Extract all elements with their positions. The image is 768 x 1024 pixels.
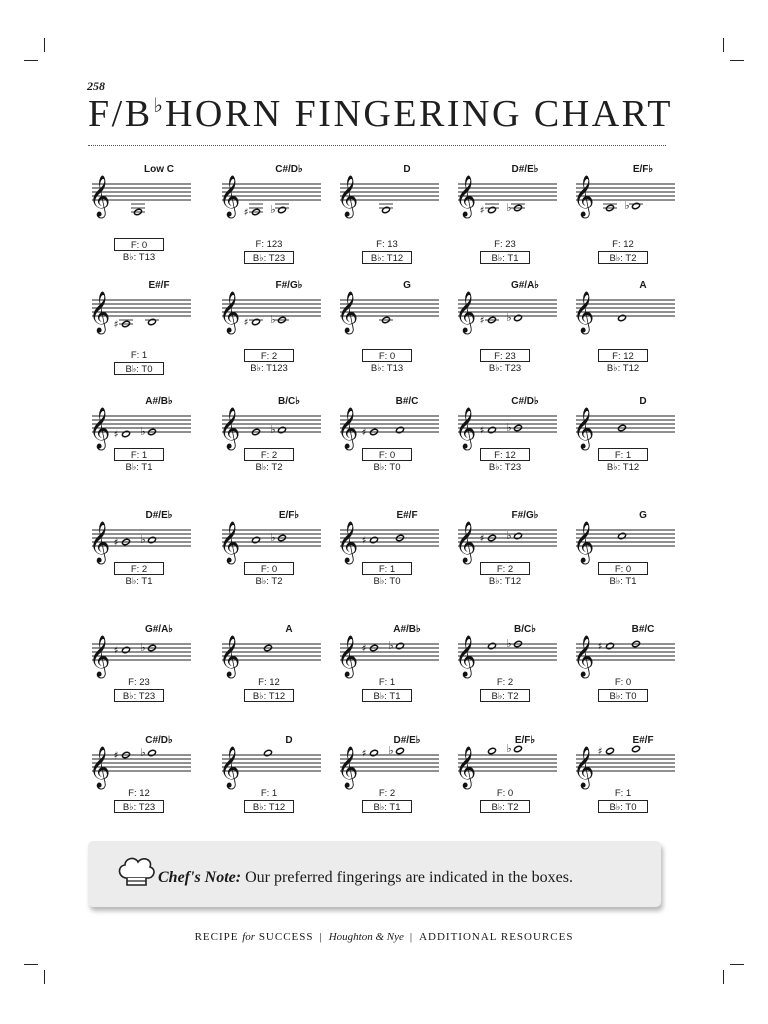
page-title — [88, 92, 673, 136]
bflat-horn-fingering: B♭: T2 — [480, 800, 530, 813]
crop-mark — [24, 964, 38, 965]
fingering-cell — [454, 396, 574, 508]
footer-for: for — [242, 931, 256, 943]
note-name: D#/E♭ — [145, 510, 173, 521]
note-name: C#/D♭ — [275, 164, 303, 175]
treble-clef-icon: 𝄞 — [573, 292, 595, 333]
whole-note — [148, 749, 157, 756]
whole-note — [278, 206, 287, 213]
footer-separator: | — [409, 931, 414, 943]
music-staff — [88, 280, 198, 350]
note-name: E/F♭ — [278, 510, 300, 521]
note-name: E#/F — [396, 510, 418, 521]
bflat-horn-fingering: B♭: T23 — [244, 251, 294, 264]
bflat-horn-fingering: B♭: T0 — [598, 800, 648, 813]
note-name: B#/C — [631, 624, 655, 635]
flat-icon: ♭ — [270, 313, 276, 326]
note-name: A#/B♭ — [145, 396, 173, 407]
fingering-cell — [218, 280, 338, 392]
crop-mark — [723, 38, 724, 52]
crop-mark — [723, 970, 724, 984]
note-name: A#/B♭ — [393, 624, 421, 635]
note-name: E#/F — [632, 735, 654, 746]
note-name: C#/D♭ — [511, 396, 539, 407]
bflat-horn-fingering: B♭: T1 — [609, 576, 637, 587]
note-name: G — [639, 510, 647, 521]
sharp-icon: ♯ — [113, 429, 119, 441]
note-name: D#/E♭ — [511, 164, 539, 175]
f-horn-fingering: F: 1 — [614, 788, 632, 799]
bflat-horn-fingering: B♭: T12 — [362, 251, 412, 264]
whole-note — [122, 430, 131, 437]
music-staff — [218, 164, 328, 234]
note-name: Low C — [144, 164, 174, 175]
sharp-icon: ♯ — [479, 533, 485, 545]
flat-icon: ♭ — [270, 531, 276, 544]
bflat-horn-fingering: B♭: T0 — [114, 362, 164, 375]
chef-note-text — [158, 869, 573, 887]
flat-icon: ♭ — [388, 744, 394, 757]
treble-clef-icon: 𝄞 — [337, 636, 359, 677]
whole-note — [618, 314, 627, 321]
fingering-cell — [88, 396, 208, 508]
bflat-horn-fingering: B♭: T12 — [244, 800, 294, 813]
f-horn-fingering: F: 2 — [378, 788, 396, 799]
bflat-horn-fingering: B♭: T0 — [373, 462, 401, 473]
f-horn-fingering: F: 0 — [244, 562, 294, 575]
f-horn-fingering: F: 0 — [496, 788, 514, 799]
bflat-horn-fingering: B♭: T1 — [362, 800, 412, 813]
fingering-cell — [572, 624, 692, 736]
bflat-horn-fingering: B♭: T23 — [114, 800, 164, 813]
f-horn-fingering: F: 0 — [614, 677, 632, 688]
treble-clef-icon: 𝄞 — [219, 747, 241, 788]
whole-note — [488, 206, 497, 213]
fingering-cell — [572, 396, 692, 508]
bflat-horn-fingering: B♭: T123 — [250, 363, 288, 374]
f-horn-fingering: F: 123 — [255, 239, 283, 250]
fingering-cell — [88, 624, 208, 736]
bflat-horn-fingering: B♭: T12 — [606, 462, 640, 473]
treble-clef-icon: 𝄞 — [337, 522, 359, 563]
bflat-horn-fingering: B♭: T1 — [362, 689, 412, 702]
fingering-cell — [88, 164, 208, 276]
f-horn-fingering: F: 12 — [258, 677, 280, 688]
f-horn-fingering: F: 1 — [260, 788, 278, 799]
flat-icon: ♭ — [506, 637, 512, 650]
fingering-cell — [454, 164, 574, 276]
whole-note — [606, 642, 615, 649]
treble-clef-icon: 𝄞 — [89, 522, 111, 563]
whole-note — [382, 206, 391, 213]
sharp-icon: ♯ — [361, 748, 367, 760]
whole-note — [252, 536, 261, 543]
crop-mark — [730, 964, 744, 965]
note-name: G — [403, 280, 411, 291]
treble-clef-icon: 𝄞 — [89, 176, 111, 217]
treble-clef-icon: 𝄞 — [455, 292, 477, 333]
music-staff — [336, 164, 446, 234]
music-staff — [454, 164, 564, 234]
whole-note — [488, 426, 497, 433]
flat-symbol: ♭ — [153, 95, 163, 117]
fingering-cell — [454, 624, 574, 736]
flat-icon: ♭ — [270, 203, 276, 216]
footer-publisher: Houghton & Nye — [328, 931, 404, 943]
note-name: B/C♭ — [514, 624, 536, 635]
f-horn-fingering: F: 1 — [378, 677, 396, 688]
title-part: F/B — [88, 93, 153, 135]
note-name: F#/G♭ — [511, 510, 539, 521]
bflat-horn-fingering: B♭: T23 — [488, 462, 522, 473]
crop-mark — [44, 38, 45, 52]
f-horn-fingering: F: 2 — [480, 562, 530, 575]
bflat-horn-fingering: B♭: T1 — [125, 462, 153, 473]
fingering-cell — [218, 396, 338, 508]
fingering-cell — [336, 510, 456, 622]
treble-clef-icon: 𝄞 — [455, 522, 477, 563]
note-name: D#/E♭ — [393, 735, 421, 746]
note-name: B/C♭ — [278, 396, 300, 407]
sharp-icon: ♯ — [113, 645, 119, 657]
chef-note-banner — [88, 841, 661, 907]
note-name: A — [639, 280, 647, 291]
bflat-horn-fingering: B♭: T2 — [255, 576, 283, 587]
flat-icon: ♭ — [140, 533, 146, 546]
footer — [0, 931, 768, 943]
treble-clef-icon: 𝄞 — [337, 408, 359, 449]
fingering-cell — [218, 510, 338, 622]
treble-clef-icon: 𝄞 — [337, 176, 359, 217]
chef-note-body: Our preferred fingerings are indicated in the boxes. — [245, 869, 573, 886]
whole-note — [370, 749, 379, 756]
whole-note — [396, 747, 405, 754]
bflat-horn-fingering: B♭: T2 — [598, 251, 648, 264]
treble-clef-icon: 𝄞 — [89, 292, 111, 333]
note-name: G#/A♭ — [510, 280, 540, 291]
f-horn-fingering: F: 0 — [114, 238, 164, 251]
f-horn-fingering: F: 12 — [598, 349, 648, 362]
fingering-cell — [88, 510, 208, 622]
note-name: D — [285, 735, 293, 746]
sharp-icon: ♯ — [361, 643, 367, 655]
treble-clef-icon: 𝄞 — [219, 292, 241, 333]
music-staff — [218, 280, 328, 350]
whole-note — [148, 318, 157, 325]
fingering-cell — [336, 164, 456, 276]
treble-clef-icon: 𝄞 — [455, 636, 477, 677]
f-horn-fingering: F: 0 — [362, 448, 412, 461]
whole-note — [606, 747, 615, 754]
note-name: E#/F — [148, 280, 170, 291]
treble-clef-icon: 𝄞 — [455, 408, 477, 449]
fingering-cell — [454, 280, 574, 392]
fingering-cell — [336, 735, 456, 847]
note-name: G#/A♭ — [144, 624, 174, 635]
page-number: 258 — [87, 79, 105, 93]
f-horn-fingering: F: 12 — [128, 788, 150, 799]
treble-clef-icon: 𝄞 — [219, 522, 241, 563]
whole-note — [618, 532, 627, 539]
f-horn-fingering: F: 23 — [480, 349, 530, 362]
treble-clef-icon: 𝄞 — [573, 747, 595, 788]
sharp-icon: ♯ — [113, 319, 119, 331]
treble-clef-icon: 𝄞 — [573, 636, 595, 677]
fingering-cell — [336, 624, 456, 736]
fingering-cell — [572, 510, 692, 622]
treble-clef-icon: 𝄞 — [219, 408, 241, 449]
music-staff — [336, 280, 446, 350]
title-divider — [88, 145, 666, 146]
bflat-horn-fingering: B♭: T13 — [122, 252, 156, 263]
fingering-cell — [336, 280, 456, 392]
note-name: A — [285, 624, 293, 635]
sharp-icon: ♯ — [361, 535, 367, 547]
bflat-horn-fingering: B♭: T12 — [488, 576, 522, 587]
treble-clef-icon: 𝄞 — [573, 408, 595, 449]
fingering-cell — [88, 735, 208, 847]
fingering-cell — [572, 164, 692, 276]
f-horn-fingering: F: 2 — [244, 349, 294, 362]
f-horn-fingering: F: 1 — [114, 448, 164, 461]
treble-clef-icon: 𝄞 — [89, 747, 111, 788]
whole-note — [488, 747, 497, 754]
bflat-horn-fingering: B♭: T13 — [370, 363, 404, 374]
treble-clef-icon: 𝄞 — [573, 522, 595, 563]
f-horn-fingering: F: 1 — [130, 350, 148, 361]
music-staff — [454, 280, 564, 350]
treble-clef-icon: 𝄞 — [573, 176, 595, 217]
treble-clef-icon: 𝄞 — [219, 636, 241, 677]
bflat-horn-fingering: B♭: T12 — [244, 689, 294, 702]
treble-clef-icon: 𝄞 — [89, 636, 111, 677]
sharp-icon: ♯ — [361, 427, 367, 439]
note-name: D — [403, 164, 411, 175]
flat-icon: ♭ — [506, 311, 512, 324]
whole-note — [122, 646, 131, 653]
treble-clef-icon: 𝄞 — [219, 176, 241, 217]
footer-section: ADDITIONAL RESOURCES — [419, 931, 574, 943]
flat-icon: ♭ — [506, 201, 512, 214]
whole-note — [278, 426, 287, 433]
note-name: E/F♭ — [514, 735, 536, 746]
f-horn-fingering: F: 12 — [612, 239, 634, 250]
flat-icon: ♭ — [270, 423, 276, 436]
f-horn-fingering: F: 0 — [362, 349, 412, 362]
fingering-cell — [454, 510, 574, 622]
bflat-horn-fingering: B♭: T0 — [598, 689, 648, 702]
flat-icon: ♭ — [506, 742, 512, 755]
chef-hat-icon — [116, 854, 156, 888]
sharp-icon: ♯ — [113, 537, 119, 549]
sharp-icon: ♯ — [597, 641, 603, 653]
f-horn-fingering: F: 0 — [598, 562, 648, 575]
whole-note — [396, 642, 405, 649]
flat-icon: ♭ — [388, 639, 394, 652]
treble-clef-icon: 𝄞 — [337, 292, 359, 333]
treble-clef-icon: 𝄞 — [337, 747, 359, 788]
flat-icon: ♭ — [140, 425, 146, 438]
chef-note-label: Chef's Note: — [158, 869, 242, 886]
note-name: C#/D♭ — [145, 735, 173, 746]
sharp-icon: ♯ — [479, 315, 485, 327]
fingering-cell — [218, 735, 338, 847]
f-horn-fingering: F: 23 — [128, 677, 150, 688]
treble-clef-icon: 𝄞 — [89, 408, 111, 449]
treble-clef-icon: 𝄞 — [455, 176, 477, 217]
flat-icon: ♭ — [506, 421, 512, 434]
music-staff — [572, 280, 682, 350]
f-horn-fingering: F: 1 — [362, 562, 412, 575]
bflat-horn-fingering: B♭: T12 — [606, 363, 640, 374]
whole-note — [632, 745, 641, 752]
f-horn-fingering: F: 2 — [114, 562, 164, 575]
whole-note — [488, 642, 497, 649]
f-horn-fingering: F: 13 — [376, 239, 398, 250]
whole-note — [396, 426, 405, 433]
footer-separator: | — [319, 931, 323, 943]
whole-note — [370, 536, 379, 543]
crop-mark — [24, 60, 38, 61]
note-name: B#/C — [395, 396, 419, 407]
whole-note — [514, 745, 523, 752]
bflat-horn-fingering: B♭: T23 — [488, 363, 522, 374]
treble-clef-icon: 𝄞 — [455, 747, 477, 788]
whole-note — [252, 318, 261, 325]
whole-note — [632, 202, 641, 209]
fingering-cell — [218, 164, 338, 276]
note-name: E/F♭ — [632, 164, 654, 175]
sharp-icon: ♯ — [479, 205, 485, 217]
bflat-horn-fingering: B♭: T2 — [480, 689, 530, 702]
fingering-cell — [88, 280, 208, 392]
fingering-cell — [218, 624, 338, 736]
f-horn-fingering: F: 23 — [494, 239, 516, 250]
flat-icon: ♭ — [624, 199, 630, 212]
bflat-horn-fingering: B♭: T2 — [255, 462, 283, 473]
whole-note — [148, 536, 157, 543]
f-horn-fingering: F: 2 — [496, 677, 514, 688]
footer-success: SUCCESS — [258, 931, 314, 943]
fingering-cell — [336, 396, 456, 508]
bflat-horn-fingering: B♭: T1 — [480, 251, 530, 264]
whole-note — [514, 314, 523, 321]
sharp-icon: ♯ — [597, 746, 603, 758]
music-staff — [572, 164, 682, 234]
sharp-icon: ♯ — [113, 750, 119, 762]
flat-icon: ♭ — [140, 746, 146, 759]
title-part: HORN FINGERING CHART — [164, 93, 673, 135]
whole-note — [264, 749, 273, 756]
note-name: D — [639, 396, 647, 407]
bflat-horn-fingering: B♭: T0 — [373, 576, 401, 587]
f-horn-fingering: F: 12 — [480, 448, 530, 461]
fingering-cell — [572, 280, 692, 392]
crop-mark — [730, 60, 744, 61]
music-staff — [88, 164, 198, 234]
note-name: F#/G♭ — [275, 280, 303, 291]
f-horn-fingering: F: 1 — [598, 448, 648, 461]
flat-icon: ♭ — [140, 641, 146, 654]
f-horn-fingering: F: 2 — [244, 448, 294, 461]
footer-recipe: RECIPE — [194, 931, 239, 943]
sharp-icon: ♯ — [243, 317, 249, 329]
bflat-horn-fingering: B♭: T1 — [125, 576, 153, 587]
crop-mark — [44, 970, 45, 984]
bflat-horn-fingering: B♭: T23 — [114, 689, 164, 702]
whole-note — [514, 532, 523, 539]
flat-icon: ♭ — [506, 529, 512, 542]
fingering-cell — [572, 735, 692, 847]
sharp-icon: ♯ — [479, 425, 485, 437]
fingering-cell — [454, 735, 574, 847]
sharp-icon: ♯ — [243, 207, 249, 219]
